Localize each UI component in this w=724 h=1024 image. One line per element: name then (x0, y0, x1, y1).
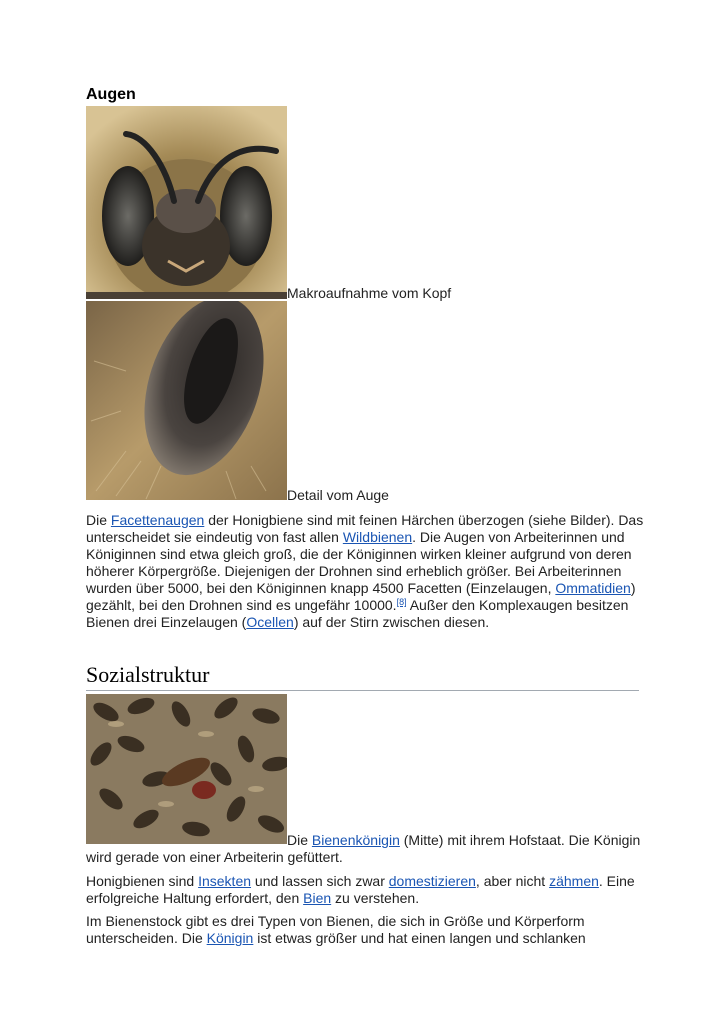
figure-caption-head: Makroaufnahme vom Kopf (287, 285, 452, 301)
bee-queen-photo[interactable] (86, 694, 287, 844)
text-run: der Honigbiene sind mit feinen Härchen überzogen (siehe Bilder). Das unterscheidet sie eindeutig von fast allen (86, 512, 644, 545)
link-koenigin[interactable]: Königin (206, 930, 254, 946)
text-run: ist etwas größer und hat einen langen und schlanken (253, 930, 586, 946)
reference-8[interactable]: [8] (396, 597, 407, 607)
text-run: . Eine erfolgreiche Haltung erfordert, den (86, 873, 635, 906)
text-run: Honigbienen sind (86, 873, 199, 889)
text-run: ) auf der Stirn zwischen diesen. (293, 614, 490, 630)
section-heading-sozialstruktur: Sozialstruktur (86, 662, 639, 691)
figure-caption-eye: Detail vom Auge (287, 487, 389, 503)
text-run: Die (287, 832, 312, 848)
link-ocellen[interactable]: Ocellen (246, 614, 294, 630)
text-run: Die (86, 512, 111, 528)
link-wildbienen[interactable]: Wildbienen (342, 529, 413, 545)
link-ommatidien[interactable]: Ommatidien (555, 580, 631, 596)
link-facettenaugen[interactable]: Facettenaugen (110, 512, 205, 528)
paragraph-sozial-2 (86, 913, 646, 947)
text-run: . Die Augen von Arbeiterinnen und Königinnen sind etwa gleich groß, die der Königinnen wirken kleiner aufgrund von deren höherer Körpergröße. Diejenigen der Drohnen sind erheblich größer. Bei Arbeiterinnen wurden über 5000, bei den Königinnen knapp 4500 Facetten (Einzelaugen, (86, 529, 632, 596)
text-run: ) gezählt, bei den Drohnen sind es ungefähr 10000. (86, 580, 636, 613)
link-bien[interactable]: Bien (303, 890, 332, 906)
figure-caption-queen (86, 832, 646, 866)
section-heading-augen: Augen (86, 86, 136, 103)
link-bienenkoenigin[interactable]: Bienenkönigin (311, 832, 400, 848)
text-run: , aber nicht (475, 873, 550, 889)
text-run: Außer den Komplexaugen besitzen Bienen drei Einzelaugen ( (86, 597, 629, 630)
link-insekten[interactable]: Insekten (198, 873, 252, 889)
bee-head-photo[interactable] (86, 106, 287, 299)
text-run: und lassen sich zwar (251, 873, 389, 889)
text-run: zu verstehen. (331, 890, 420, 906)
bee-eye-photo[interactable] (86, 301, 287, 500)
paragraph-sozial-1 (86, 873, 646, 907)
link-zaehmen[interactable]: zähmen (549, 873, 599, 889)
text-run: (Mitte) mit ihrem Hofstaat. Die Königin wird gerade von einer Arbeiterin gefüttert. (86, 832, 641, 865)
link-domestizieren[interactable]: domestizieren (388, 873, 476, 889)
text-run: Im Bienenstock gibt es drei Typen von Bienen, die sich in Größe und Körperform unterscheiden. Die (86, 913, 585, 946)
paragraph-augen (86, 512, 646, 631)
